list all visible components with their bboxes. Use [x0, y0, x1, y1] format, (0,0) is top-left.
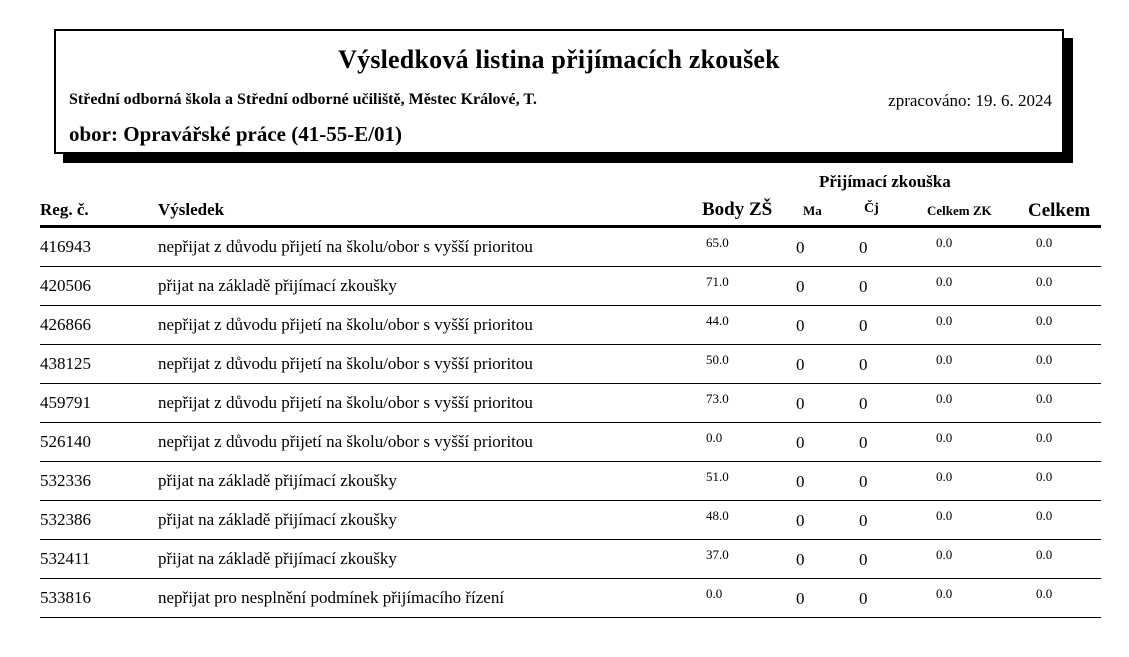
cell-total: 0.0	[1036, 586, 1053, 601]
cell-result: přijat na základě přijímací zkoušky	[158, 471, 397, 490]
table-row	[40, 345, 1101, 384]
cell-total: 0.0	[1036, 352, 1053, 367]
cell-points-zs: 0.0	[706, 430, 723, 445]
cell-total: 0.0	[1036, 547, 1053, 562]
cell-cj: 0	[859, 433, 868, 452]
cell-cj: 0	[859, 511, 868, 530]
column-header-reg: Reg. č.	[40, 200, 89, 219]
cell-reg: 459791	[40, 393, 91, 412]
cell-total: 0.0	[1036, 391, 1053, 406]
cell-result: nepřijat z důvodu přijetí na školu/obor s vyšší prioritou	[158, 315, 533, 334]
cell-result: nepřijat z důvodu přijetí na školu/obor s vyšší prioritou	[158, 354, 533, 373]
header-box	[54, 29, 1064, 154]
cell-reg: 532386	[40, 510, 91, 529]
field-of-study: obor: Opravářské práce (41-55-E/01)	[69, 122, 403, 146]
cell-ma: 0	[796, 316, 805, 335]
cell-cj: 0	[859, 394, 868, 413]
cell-points-zs: 50.0	[706, 352, 729, 367]
table-row	[40, 384, 1101, 423]
cell-cj: 0	[859, 355, 868, 374]
cell-cj: 0	[859, 589, 868, 608]
column-header-total-zk: Celkem ZK	[927, 203, 992, 218]
cell-ma: 0	[796, 511, 805, 530]
cell-ma: 0	[796, 277, 805, 296]
cell-ma: 0	[796, 589, 805, 608]
table-row	[40, 267, 1101, 306]
cell-total-zk: 0.0	[936, 274, 953, 289]
cell-total: 0.0	[1036, 274, 1053, 289]
cell-points-zs: 48.0	[706, 508, 729, 523]
cell-cj: 0	[859, 238, 868, 257]
cell-points-zs: 44.0	[706, 313, 729, 328]
cell-points-zs: 0.0	[706, 586, 723, 601]
cell-total-zk: 0.0	[936, 508, 953, 523]
cell-total: 0.0	[1036, 508, 1053, 523]
exam-group-heading: Přijímací zkouška	[819, 172, 951, 191]
cell-reg: 532336	[40, 471, 91, 490]
column-header-points-zs: Body ZŠ	[702, 199, 773, 220]
cell-ma: 0	[796, 394, 805, 413]
column-header-total: Celkem	[1028, 200, 1091, 221]
cell-total-zk: 0.0	[936, 430, 953, 445]
cell-ma: 0	[796, 472, 805, 491]
cell-total-zk: 0.0	[936, 235, 953, 250]
column-header-ma: Ma	[803, 203, 822, 218]
table-row	[40, 540, 1101, 579]
cell-result: nepřijat pro nesplnění podmínek přijímacího řízení	[158, 588, 505, 607]
cell-total: 0.0	[1036, 313, 1053, 328]
cell-reg: 526140	[40, 432, 91, 451]
cell-reg: 420506	[40, 276, 91, 295]
school-name: Střední odborná škola a Střední odborné učiliště, Městec Králové, T.	[69, 91, 537, 108]
cell-total: 0.0	[1036, 430, 1053, 445]
column-header-cj: Čj	[864, 201, 879, 216]
cell-points-zs: 73.0	[706, 391, 729, 406]
cell-ma: 0	[796, 355, 805, 374]
cell-points-zs: 37.0	[706, 547, 729, 562]
cell-result: přijat na základě přijímací zkoušky	[158, 510, 397, 529]
cell-reg: 438125	[40, 354, 91, 373]
cell-points-zs: 71.0	[706, 274, 729, 289]
cell-ma: 0	[796, 238, 805, 257]
column-header-result: Výsledek	[158, 200, 225, 219]
cell-cj: 0	[859, 472, 868, 491]
cell-cj: 0	[859, 550, 868, 569]
cell-total-zk: 0.0	[936, 352, 953, 367]
cell-total-zk: 0.0	[936, 313, 953, 328]
cell-total-zk: 0.0	[936, 391, 953, 406]
table-row	[40, 462, 1101, 501]
cell-result: nepřijat z důvodu přijetí na školu/obor s vyšší prioritou	[158, 237, 533, 256]
table-row	[40, 306, 1101, 345]
table-row	[40, 501, 1101, 540]
cell-cj: 0	[859, 316, 868, 335]
processed-date: zpracováno: 19. 6. 2024	[888, 91, 1052, 110]
cell-points-zs: 51.0	[706, 469, 729, 484]
cell-result: přijat na základě přijímací zkoušky	[158, 549, 397, 568]
table-row	[40, 228, 1101, 267]
cell-reg: 533816	[40, 588, 91, 607]
cell-cj: 0	[859, 277, 868, 296]
cell-result: přijat na základě přijímací zkoušky	[158, 276, 397, 295]
cell-ma: 0	[796, 550, 805, 569]
results-table	[40, 228, 1101, 618]
table-row	[40, 423, 1101, 462]
cell-reg: 416943	[40, 237, 91, 256]
cell-result: nepřijat z důvodu přijetí na školu/obor s vyšší prioritou	[158, 432, 533, 451]
cell-total: 0.0	[1036, 235, 1053, 250]
cell-total: 0.0	[1036, 469, 1053, 484]
page-title: Výsledková listina přijímacích zkoušek	[338, 45, 780, 74]
cell-total-zk: 0.0	[936, 586, 953, 601]
cell-result: nepřijat z důvodu přijetí na školu/obor s vyšší prioritou	[158, 393, 533, 412]
cell-total-zk: 0.0	[936, 547, 953, 562]
cell-reg: 426866	[40, 315, 91, 334]
cell-points-zs: 65.0	[706, 235, 729, 250]
cell-ma: 0	[796, 433, 805, 452]
cell-total-zk: 0.0	[936, 469, 953, 484]
cell-reg: 532411	[40, 549, 91, 568]
table-row	[40, 579, 1101, 618]
